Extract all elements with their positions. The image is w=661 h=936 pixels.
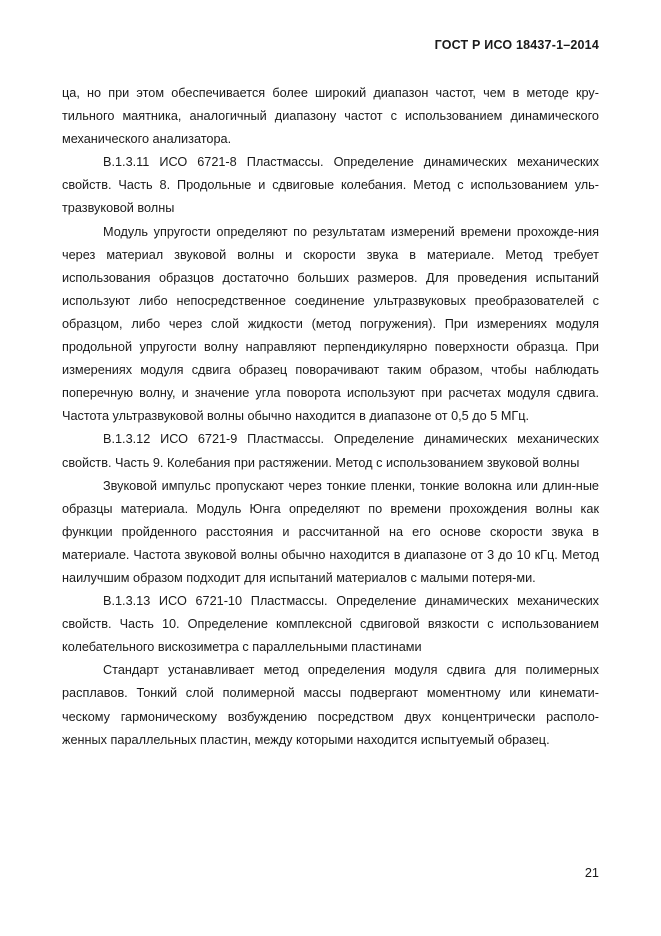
page-number: 21 bbox=[584, 866, 599, 880]
paragraph-continuation: ца, но при этом обеспечивается более широкий диапазон частот, чем в методе кру-тильного маятника, аналогичный диапазону частот с использованием динамического механического анализатора. bbox=[62, 86, 599, 147]
paragraph-shear-viscosity-method: Стандарт устанавливает метод определения модуля сдвига для полимерных расплавов. Тонкий слой полимерной массы подвергают моментному или кинемати-ческому гармоническому возбуждению посредством двух концентрически располо-женных параллельных пластин, между которыми находится испытуемый образец. bbox=[62, 663, 599, 747]
document-body bbox=[62, 82, 599, 752]
document-code-header: ГОСТ Р ИСО 18437-1–2014 bbox=[434, 38, 599, 52]
section-heading-b-1-3-13: В.1.3.13 ИСО 6721-10 Пластмассы. Определение динамических механических свойств. Часть 10. Определение комплексной сдвиговой вязкости с использованием колебательного вискозиметра с параллельными пластинами bbox=[62, 594, 599, 655]
section-heading-b-1-3-12: В.1.3.12 ИСО 6721-9 Пластмассы. Определение динамических механических свойств. Часть 9. Колебания при растяжении. Метод с использованием звуковой волны bbox=[62, 432, 599, 470]
section-heading-b-1-3-11: В.1.3.11 ИСО 6721-8 Пластмассы. Определение динамических механических свойств. Часть 8. Продольные и сдвиговые колебания. Метод с использованием уль-тразвуковой волны bbox=[62, 155, 599, 216]
paragraph-ultrasonic-method: Модуль упругости определяют по результатам измерений времени прохожде-ния через материал звуковой волны и скорости звука в материале. Метод требует использования образцов достаточно больших размеров. Для проведения испытаний используют либо непосредственное соединение ультразвуковых преобразователей с образцом, либо через слой жидкости (метод погружения). При измерениях модуля продольной упругости волну направляют перпендикулярно поверхности образца. При измерениях модуля сдвига образец поворачивают таким образом, чтобы наблюдать поперечную волну, и значение угла поворота используют при расчетах модуля сдвига. Частота ультразвуковой волны обычно находится в диапазоне от 0,5 до 5 МГц. bbox=[62, 224, 599, 424]
paragraph-sound-pulse-method: Звуковой импульс пропускают через тонкие пленки, тонкие волокна или длин-ные образцы материала. Модуль Юнга определяют по времени прохождения волны как функции пройденного расстояния и рассчитанной на его основе скорости звука в материале. Частота звуковой волны обычно находится в диапазоне от 3 до 10 кГц. Метод наилучшим образом подходит для испытаний материалов с малыми потеря-ми. bbox=[62, 478, 599, 585]
